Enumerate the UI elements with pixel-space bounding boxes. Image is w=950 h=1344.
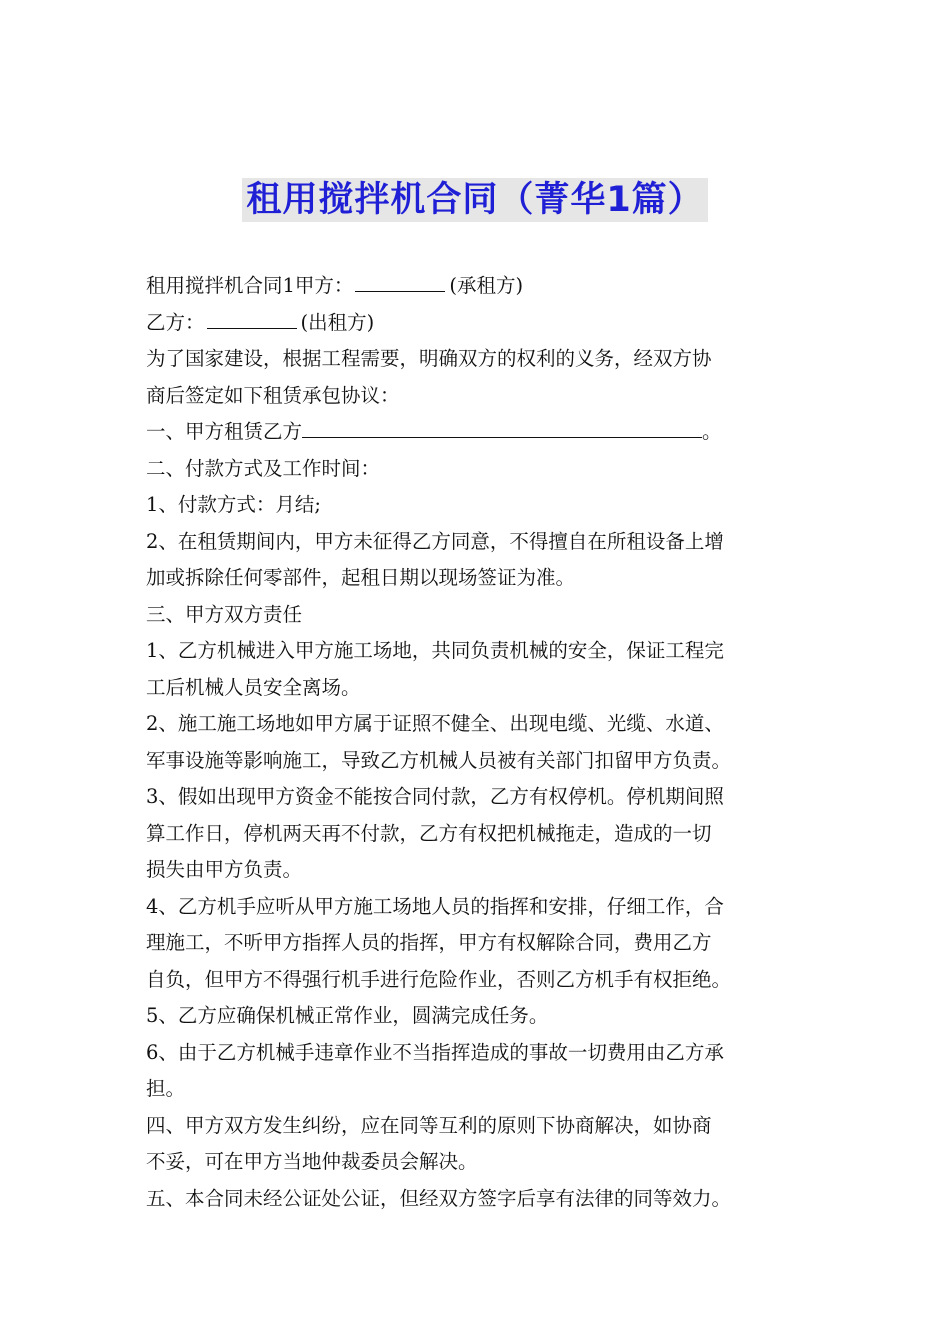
text-line: 三、甲方双方责任 xyxy=(146,602,303,626)
text-line: 理施工，不听甲方指挥人员的指挥，甲方有权解除合同，费用乙方 xyxy=(146,931,712,954)
text-line: 1、付款方式：月结; xyxy=(146,493,321,516)
party-b-suffix: (出租方) xyxy=(300,310,375,334)
party-a-suffix: (承租方) xyxy=(449,274,524,297)
text-line: 2、在租赁期间内，甲方未征得乙方同意，不得擅自在所租设备上增 xyxy=(146,529,724,553)
title-container xyxy=(0,178,950,222)
intro-line: 为了国家建设，根据工程需要，明确双方的权利的义务，经双方协 xyxy=(146,347,712,370)
text-line: 加或拆除任何零部件，起租日期以现场签证为准。 xyxy=(146,566,576,589)
party-b-blank xyxy=(207,308,297,329)
text-line: 5、乙方应确保机械正常作业，圆满完成任务。 xyxy=(146,1004,549,1027)
document-body xyxy=(146,268,816,1217)
text-line: 四、甲方双方发生纠纷，应在同等互利的原则下协商解决，如协商 xyxy=(146,1113,712,1137)
party-b-prefix: 乙方： xyxy=(146,310,205,334)
text-line: 4、乙方机手应听从甲方施工场地人员的指挥和安排，仔细工作，合 xyxy=(146,894,724,918)
clause-one-suffix: 。 xyxy=(702,420,722,443)
document-title: 租用搅拌机合同（菁华1篇） xyxy=(242,178,707,222)
intro-line: 商后签定如下租赁承包协议： xyxy=(146,383,400,407)
party-b-line xyxy=(146,305,816,342)
party-a-line xyxy=(146,268,816,305)
clause-one-blank xyxy=(302,417,702,438)
clause-one-prefix: 一、甲方租赁乙方 xyxy=(146,420,303,443)
text-line: 工后机械人员安全离场。 xyxy=(146,675,361,699)
text-line: 6、由于乙方机械手违章作业不当指挥造成的事故一切费用由乙方承 xyxy=(146,1040,724,1064)
text-line: 五、本合同未经公证处公证，但经双方签字后享有法律的同等效力。 xyxy=(146,1186,732,1210)
text-line: 军事设施等影响施工，导致乙方机械人员被有关部门扣留甲方负责。 xyxy=(146,748,732,772)
text-line: 2、施工施工场地如甲方属于证照不健全、出现电缆、光缆、水道、 xyxy=(146,712,724,735)
text-line: 算工作日，停机两天再不付款，乙方有权把机械拖走，造成的一切 xyxy=(146,821,712,845)
clause-one-line xyxy=(146,414,816,451)
text-line: 1、乙方机械进入甲方施工场地，共同负责机械的安全，保证工程完 xyxy=(146,639,724,662)
text-line: 担。 xyxy=(146,1077,186,1100)
text-line: 自负，但甲方不得强行机手进行危险作业，否则乙方机手有权拒绝。 xyxy=(146,967,732,991)
text-line: 二、付款方式及工作时间： xyxy=(146,456,381,480)
party-a-prefix: 租用搅拌机合同1甲方： xyxy=(146,274,354,297)
party-a-blank xyxy=(355,271,445,292)
text-line: 3、假如出现甲方资金不能按合同付款，乙方有权停机。停机期间照 xyxy=(146,785,724,808)
text-line: 不妥，可在甲方当地仲裁委员会解决。 xyxy=(146,1150,478,1173)
text-line: 损失由甲方负责。 xyxy=(146,858,303,881)
